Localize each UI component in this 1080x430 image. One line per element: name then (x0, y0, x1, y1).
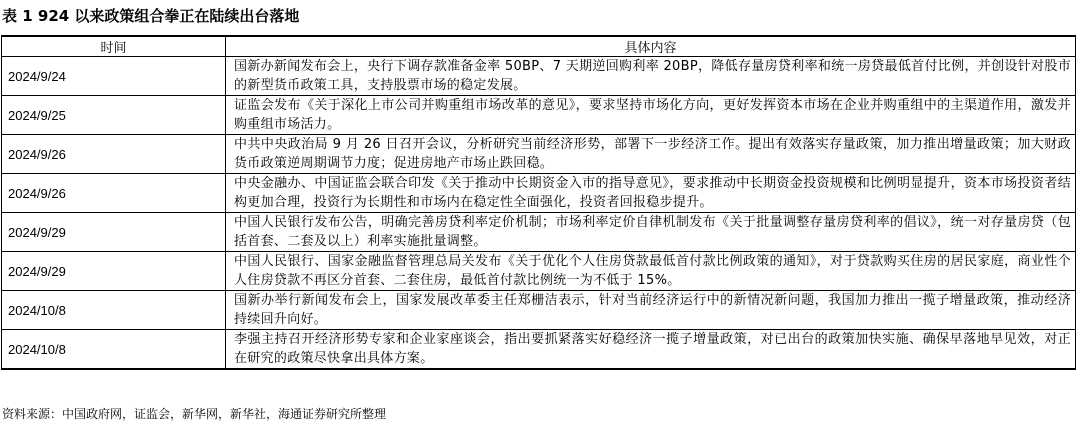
table-title: 表 1 924 以来政策组合拳正在陆续出台落地 (2, 7, 300, 25)
table-row (2, 330, 1076, 370)
table-header-row (2, 36, 1076, 57)
table-row (2, 96, 1076, 135)
table-row (2, 213, 1076, 252)
header-date: 时间 (2, 36, 226, 57)
source-note: 资料来源：中国政府网，证监会，新华网，新华社，海通证券研究所整理 (2, 407, 387, 421)
row-date: 2024/9/25 (2, 96, 226, 135)
row-content: 国新办新闻发布会上，央行下调存款准备金率 50BP、7 天期逆回购利率 20BP，降低存量房贷利率和统一房贷最低首付比例，并创设针对股市的新型货币政策工具，支持股票市场的稳定发展。 (226, 57, 1076, 96)
table-row (2, 174, 1076, 213)
table-row (2, 57, 1076, 96)
row-content: 李强主持召开经济形势专家和企业家座谈会，指出要抓紧落实好稳经济一揽子增量政策，对已出台的政策加快实施、确保早落地早见效，对正在研究的政策尽快拿出具体方案。 (226, 330, 1076, 370)
table-row (2, 252, 1076, 291)
row-content: 中央金融办、中国证监会联合印发《关于推动中长期资金入市的指导意见》，要求推动中长期资金投资规模和比例明显提升，资本市场投资者结构更加合理，投资行为长期性和市场内在稳定性全面强化，投资者回报稳步提升。 (226, 174, 1076, 213)
table-row (2, 135, 1076, 174)
table-row (2, 291, 1076, 330)
row-date: 2024/9/24 (2, 57, 226, 96)
row-content: 中共中央政治局 9 月 26 日召开会议，分析研究当前经济形势，部署下一步经济工作。提出有效落实存量政策，加力推出增量政策；加大财政货币政策逆周期调节力度；促进房地产市场止跌回稳。 (226, 135, 1076, 174)
header-content: 具体内容 (226, 36, 1076, 57)
row-date: 2024/9/29 (2, 252, 226, 291)
policy-table (1, 35, 1076, 370)
row-date: 2024/9/26 (2, 135, 226, 174)
row-date: 2024/10/8 (2, 291, 226, 330)
row-date: 2024/9/26 (2, 174, 226, 213)
row-content: 国新办举行新闻发布会上，国家发展改革委主任郑栅洁表示，针对当前经济运行中的新情况新问题，我国加力推出一揽子增量政策，推动经济持续回升向好。 (226, 291, 1076, 330)
row-content: 中国人民银行、国家金融监督管理总局关发布《关于优化个人住房贷款最低首付款比例政策的通知》，对于贷款购买住房的居民家庭，商业性个人住房贷款不再区分首套、二套住房，最低首付款比例统一为不低于 15%。 (226, 252, 1076, 291)
row-date: 2024/9/29 (2, 213, 226, 252)
row-content: 中国人民银行发布公告，明确完善房贷利率定价机制；市场利率定价自律机制发布《关于批量调整存量房贷利率的倡议》，统一对存量房贷（包括首套、二套及以上）利率实施批量调整。 (226, 213, 1076, 252)
row-content: 证监会发布《关于深化上市公司并购重组市场改革的意见》，要求坚持市场化方向，更好发挥资本市场在企业并购重组中的主渠道作用，激发并购重组市场活力。 (226, 96, 1076, 135)
row-date: 2024/10/8 (2, 330, 226, 370)
